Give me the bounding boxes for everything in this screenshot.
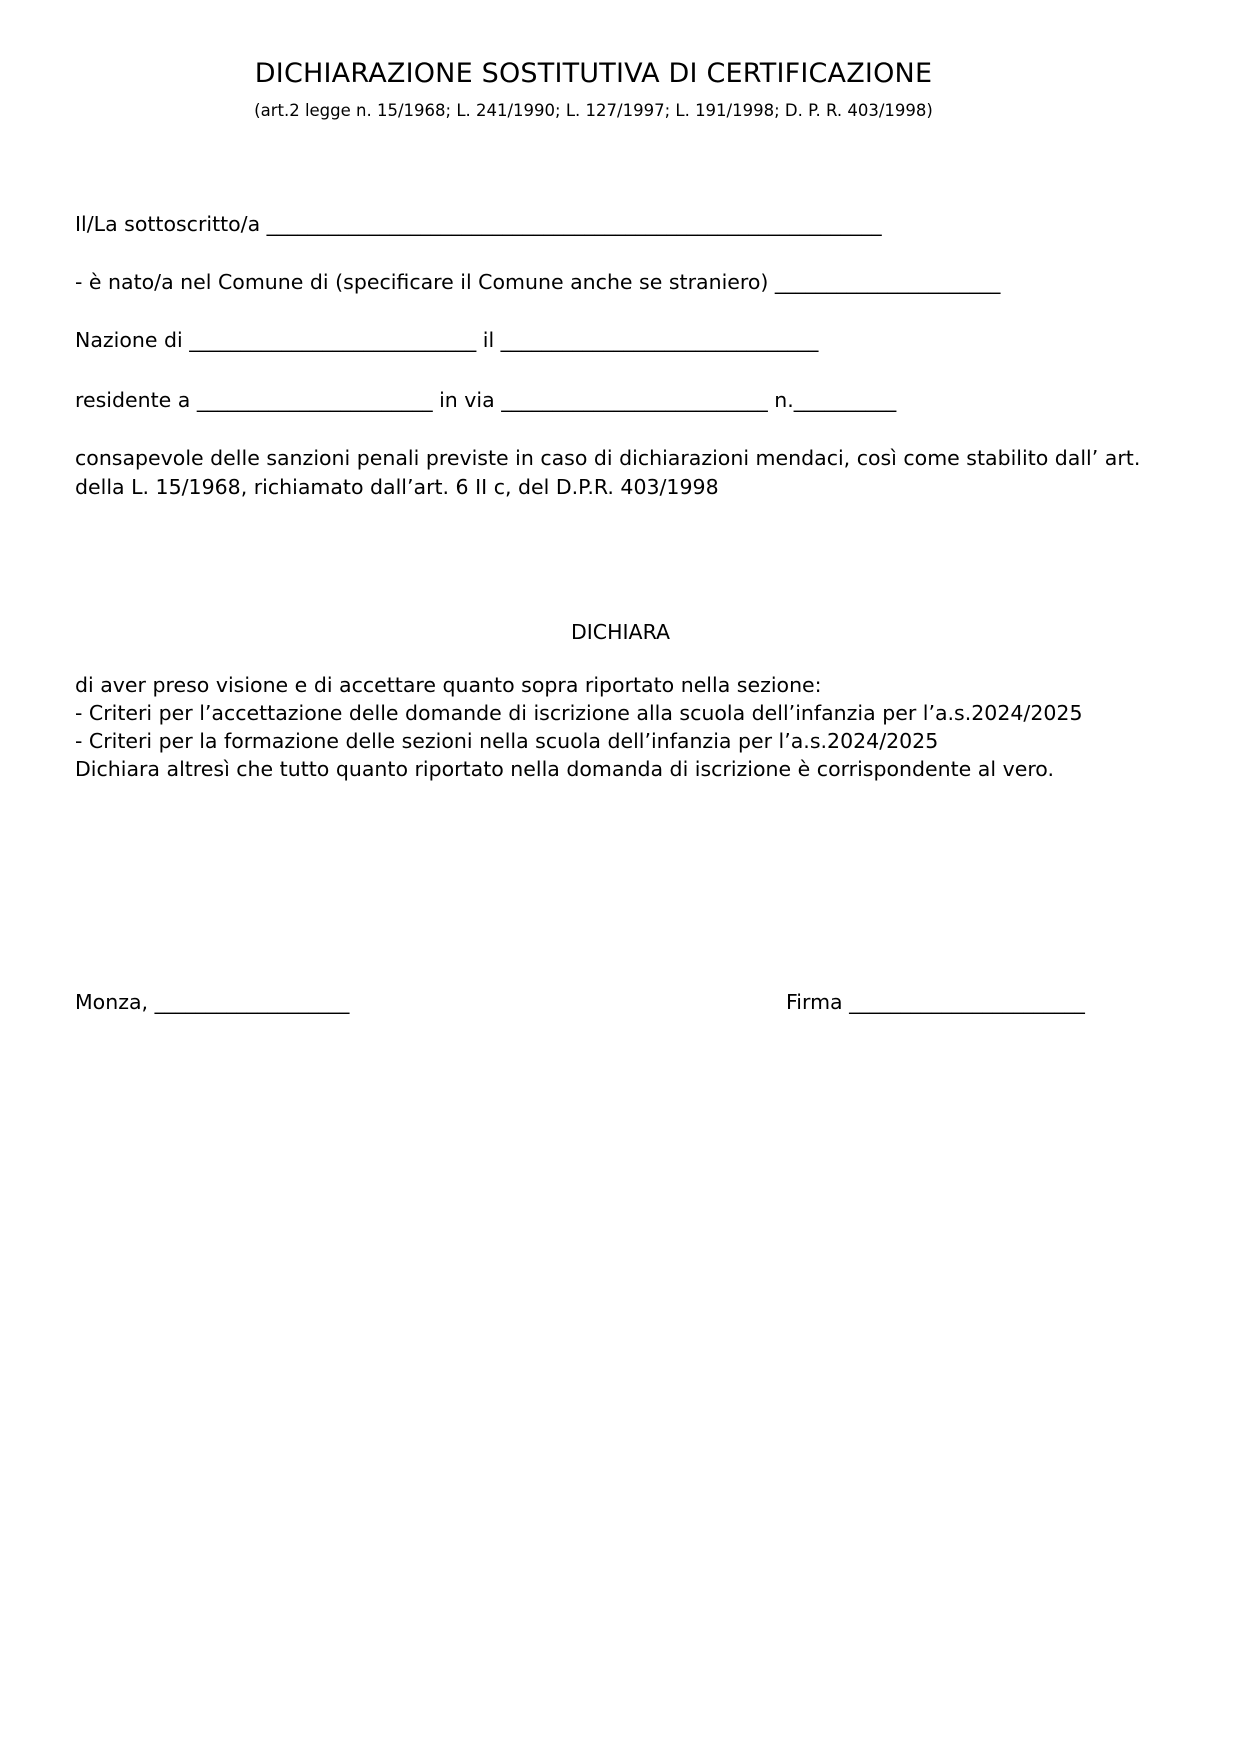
consapevole-paragraph	[75, 444, 1140, 502]
document-subtitle: (art.2 legge n. 15/1968; L. 241/1990; L. 127/1997; L. 191/1998; D. P. R. 403/1998)	[254, 101, 933, 120]
dichiara-line-1: di aver preso visione e di accettare quanto sopra riportato nella sezione:	[75, 673, 822, 697]
sottoscritto-line: Il/La sottoscritto/a ____________________________________________________________	[75, 212, 882, 236]
dichiara-line-4: Dichiara altresì che tutto quanto riportato nella domanda di iscrizione è corrispondente al vero.	[75, 757, 1055, 781]
residence-line: residente a _______________________ in via __________________________ n.__________	[75, 388, 897, 412]
place-date-line: Monza, ___________________	[75, 990, 350, 1014]
consapevole-line-1: consapevole delle sanzioni penali previste in caso di dichiarazioni mendaci, così come stabilito dall’ art.	[75, 446, 1141, 470]
signature-line: Firma _______________________	[786, 990, 1085, 1014]
document-title: DICHIARAZIONE SOSTITUTIVA DI CERTIFICAZIONE	[254, 58, 933, 89]
birthplace-line: - è nato/a nel Comune di (specificare il Comune anche se straniero) ______________________	[75, 270, 1001, 294]
dichiara-body	[75, 671, 1083, 783]
dichiara-heading: DICHIARA	[570, 620, 671, 644]
dichiara-line-3: - Criteri per la formazione delle sezioni nella scuola dell’infanzia per l’a.s.2024/2025	[75, 729, 939, 753]
consapevole-line-2: della L. 15/1968, richiamato dall’art. 6 II c, del D.P.R. 403/1998	[75, 475, 719, 499]
nation-date-line: Nazione di ____________________________ il _______________________________	[75, 328, 819, 352]
dichiara-line-2: - Criteri per l’accettazione delle domande di iscrizione alla scuola dell’infanzia per l’a.s.2024/2025	[75, 701, 1083, 725]
